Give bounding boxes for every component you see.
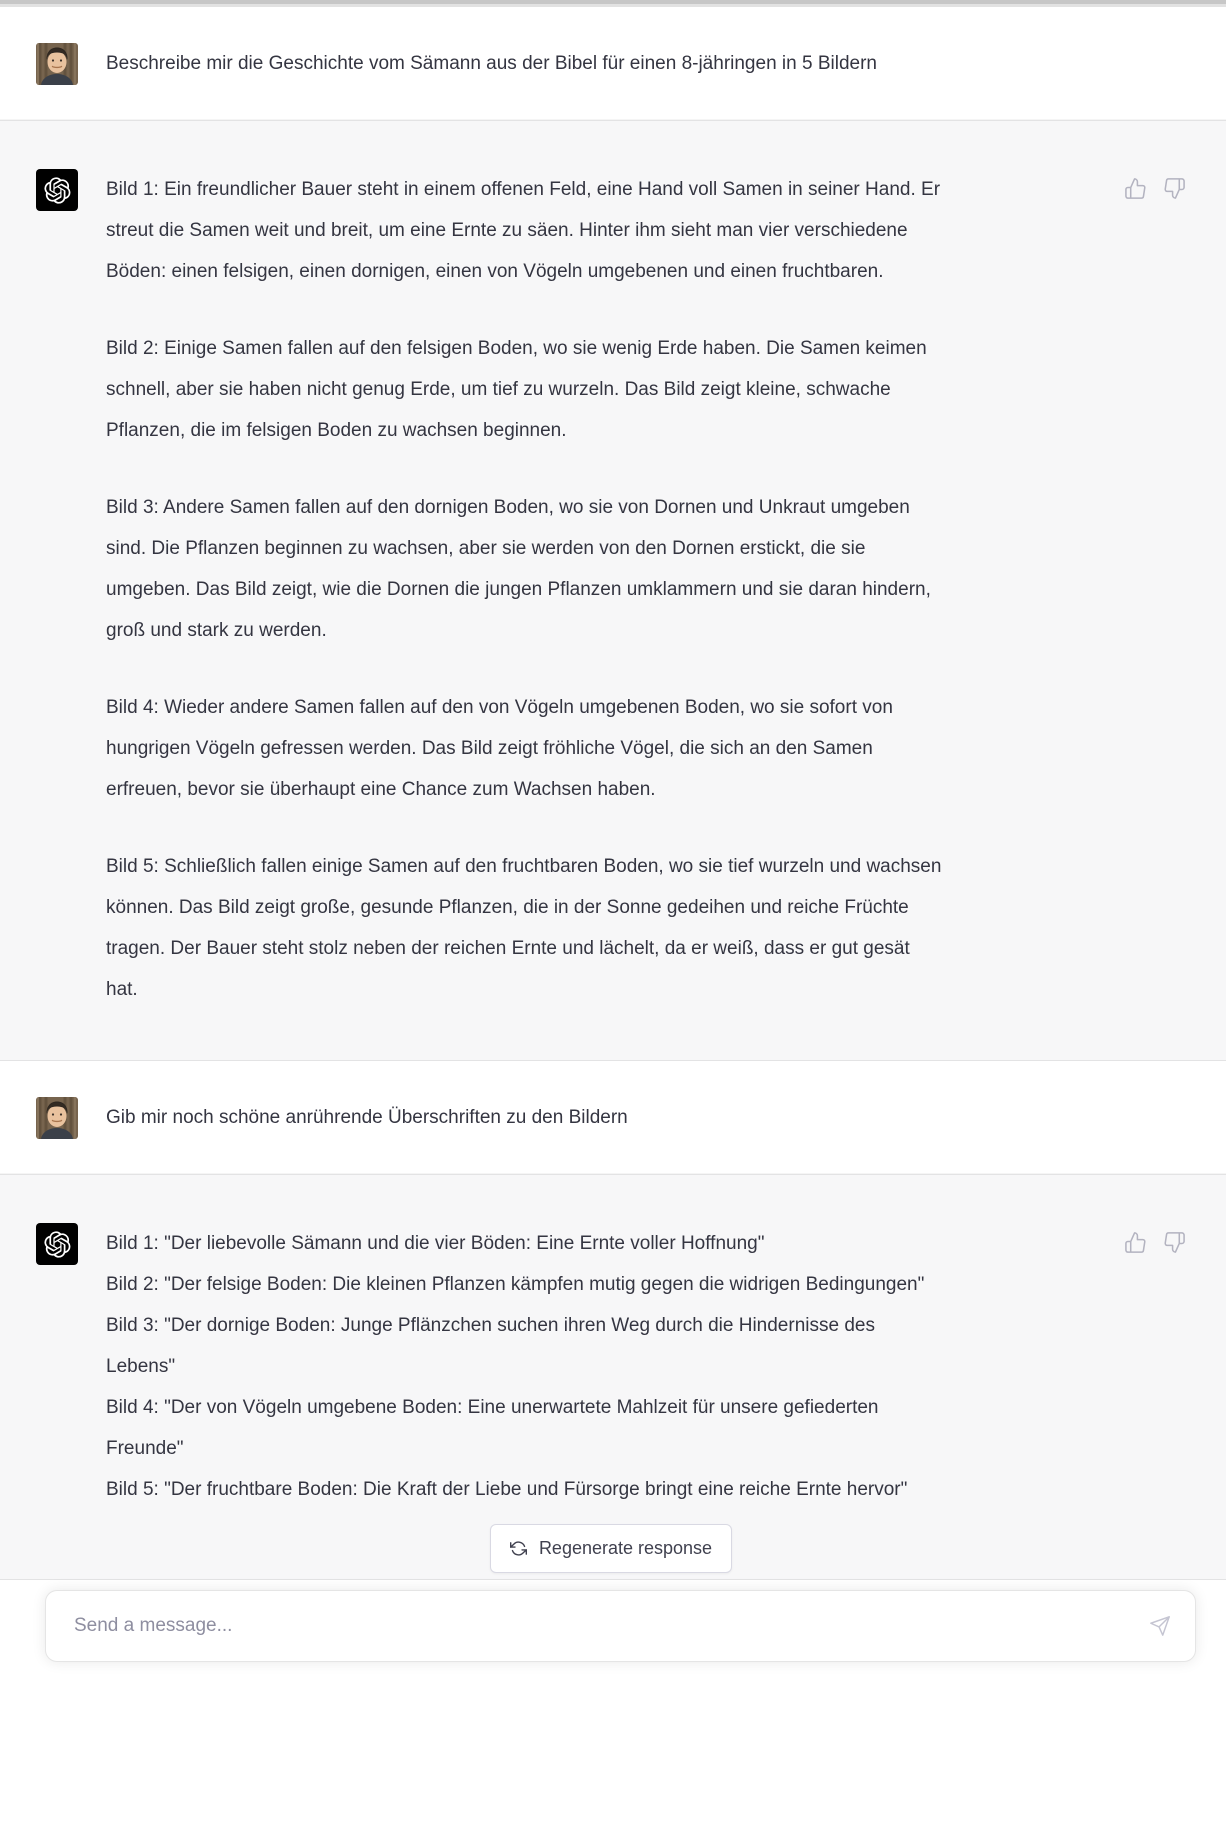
user-avatar bbox=[36, 43, 78, 85]
thumbs-up-icon bbox=[1124, 177, 1147, 200]
send-button[interactable] bbox=[1145, 1611, 1175, 1641]
thumbs-down-icon bbox=[1163, 177, 1186, 200]
message-feedback-actions bbox=[1124, 169, 1186, 200]
composer-footer bbox=[0, 1580, 1226, 1676]
thumbs-up-button[interactable] bbox=[1124, 177, 1147, 200]
openai-logo-icon bbox=[44, 1231, 71, 1258]
user-photo-image bbox=[36, 43, 78, 85]
assistant-caption-line: Bild 1: "Der liebevolle Sämann und die vier Böden: Eine Ernte voller Hoffnung" bbox=[106, 1233, 765, 1254]
chatgpt-avatar bbox=[36, 1223, 78, 1265]
thumbs-up-icon bbox=[1124, 1231, 1147, 1254]
chatgpt-avatar bbox=[36, 169, 78, 211]
thumbs-up-button[interactable] bbox=[1124, 1231, 1147, 1254]
user-message-text: Beschreibe mir die Geschichte vom Sämann aus der Bibel für einen 8-jähringen in 5 Bildern bbox=[106, 53, 877, 74]
user-photo-image bbox=[36, 1097, 78, 1139]
user-message-text: Gib mir noch schöne anrührende Überschriften zu den Bildern bbox=[106, 1107, 628, 1128]
chat-transcript bbox=[0, 7, 1226, 1580]
assistant-caption-line: Bild 3: "Der dornige Boden: Junge Pflänzchen suchen ihren Weg durch die Hindernisse des Lebens" bbox=[106, 1315, 875, 1377]
assistant-caption-line: Bild 2: "Der felsige Boden: Die kleinen Pflanzen kämpfen mutig gegen die widrigen Bedingungen" bbox=[106, 1274, 925, 1295]
user-avatar bbox=[36, 1097, 78, 1139]
assistant-paragraph: Bild 5: Schließlich fallen einige Samen auf den fruchtbaren Boden, wo sie tief wurzeln und wachsen können. Das Bild zeigt große, gesunde Pflanzen, die in der Sonne gedeihen und reiche Früchte tragen. Der Bauer steht stolz neben der reichen Ernte und lächelt, da er weiß, dass er gut gesät hat. bbox=[106, 856, 942, 1000]
thumbs-down-button[interactable] bbox=[1163, 1231, 1186, 1254]
message-composer bbox=[45, 1590, 1196, 1662]
thumbs-down-icon bbox=[1163, 1231, 1186, 1254]
assistant-caption-line: Bild 5: "Der fruchtbare Boden: Die Kraft der Liebe und Fürsorge bringt eine reiche Ernte hervor" bbox=[106, 1479, 908, 1500]
assistant-paragraph: Bild 3: Andere Samen fallen auf den dornigen Boden, wo sie von Dornen und Unkraut umgeben sind. Die Pflanzen beginnen zu wachsen, aber sie werden von den Dornen erstickt, die sie umgeben. Das Bild zeigt, wie die Dornen die jungen Pflanzen umklammern und sie daran hindern, groß und stark zu werden. bbox=[106, 497, 931, 641]
user-message-1 bbox=[0, 7, 1226, 120]
assistant-message-2 bbox=[0, 1174, 1226, 1580]
regenerate-icon bbox=[510, 1540, 527, 1557]
message-feedback-actions bbox=[1124, 1223, 1186, 1254]
regenerate-response-button[interactable] bbox=[490, 1524, 732, 1573]
send-icon bbox=[1149, 1625, 1171, 1640]
message-input[interactable] bbox=[72, 1614, 1135, 1638]
assistant-message-1 bbox=[0, 120, 1226, 1061]
thumbs-down-button[interactable] bbox=[1163, 177, 1186, 200]
assistant-paragraph: Bild 1: Ein freundlicher Bauer steht in einem offenen Feld, eine Hand voll Samen in seiner Hand. Er streut die Samen weit und breit, um eine Ernte zu säen. Hinter ihm sieht man vier verschiedene Böden: einen felsigen, einen dornigen, einen von Vögeln umgebenen und einen fruchtbaren. bbox=[106, 179, 941, 282]
assistant-paragraph: Bild 2: Einige Samen fallen auf den felsigen Boden, wo sie wenig Erde haben. Die Samen keimen schnell, aber sie haben nicht genug Erde, um tief zu wurzeln. Das Bild zeigt kleine, schwache Pflanzen, die im felsigen Boden zu wachsen beginnen. bbox=[106, 338, 927, 441]
window-top-edge bbox=[0, 0, 1226, 7]
assistant-paragraph: Bild 4: Wieder andere Samen fallen auf den von Vögeln umgebenen Boden, wo sie sofort von hungrigen Vögeln gefressen werden. Das Bild zeigt fröhliche Vögel, die sich an den Samen erfreuen, bevor sie überhaupt eine Chance zum Wachsen haben. bbox=[106, 697, 893, 800]
regenerate-label: Regenerate response bbox=[538, 1538, 713, 1558]
openai-logo-icon bbox=[44, 177, 71, 204]
user-message-2 bbox=[0, 1061, 1226, 1174]
assistant-caption-line: Bild 4: "Der von Vögeln umgebene Boden: Eine unerwartete Mahlzeit für unsere gefiederten Freunde" bbox=[106, 1397, 879, 1459]
